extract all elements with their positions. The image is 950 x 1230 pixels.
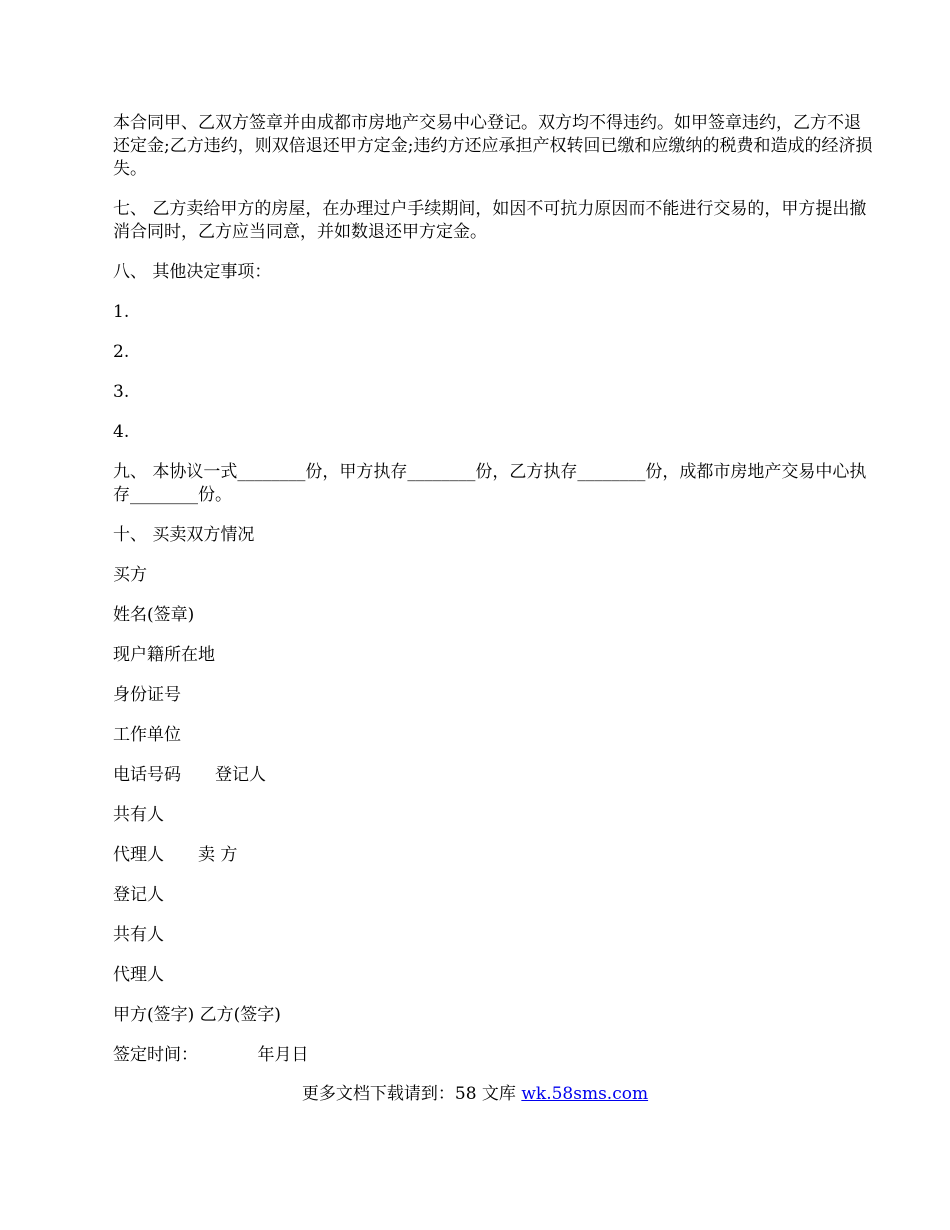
clause-10-heading: 十、 买卖双方情况	[113, 525, 255, 545]
party-line-id-number: 身份证号	[113, 685, 181, 705]
footer-prefix: 更多文档下载请到：58 文库	[301, 1084, 522, 1104]
list-item-2: 2.	[113, 342, 130, 362]
signing-date-line: 签定时间： 年月日	[113, 1045, 309, 1065]
list-item-1: 1.	[113, 302, 130, 322]
party-line-agent-seller: 代理人 卖 方	[113, 845, 238, 865]
document-page	[113, 112, 873, 1084]
party-line-co-owner-2: 共有人	[113, 925, 164, 945]
party-line-phone: 电话号码 登记人	[113, 765, 266, 785]
list-item-3: 3.	[113, 382, 130, 402]
party-line-co-owner: 共有人	[113, 805, 164, 825]
party-line-agent-2: 代理人	[113, 965, 164, 985]
signature-line: 甲方(签字) 乙方(签字)	[113, 1005, 281, 1025]
clause-8-heading: 八、 其他决定事项：	[113, 262, 272, 282]
clause-9: 九、 本协议一式________份，甲方执存________份，乙方执存________份，成都市房地产交易中心执存________份。	[113, 462, 867, 505]
list-item-4: 4.	[113, 422, 130, 442]
party-line-household: 现户籍所在地	[113, 645, 215, 665]
party-line-name: 姓名(签章)	[113, 605, 195, 625]
party-line-employer: 工作单位	[113, 725, 181, 745]
clause-default-penalty: 本合同甲、乙双方签章并由成都市房地产交易中心登记。双方均不得违约。如甲签章违约，乙方不退还定金;乙方违约，则双倍退还甲方定金;违约方还应承担产权转回已缴和应缴纳的税费和造成的经济损失。	[113, 113, 873, 179]
footer-link[interactable]: wk.58sms.com	[521, 1084, 649, 1104]
footer-download-note	[0, 1083, 950, 1106]
clause-7: 七、 乙方卖给甲方的房屋，在办理过户手续期间，如因不可抗力原因而不能进行交易的，甲方提出撤消合同时，乙方应当同意，并如数退还甲方定金。	[113, 199, 867, 242]
party-line-buyer: 买方	[113, 565, 147, 585]
party-line-registrant: 登记人	[113, 885, 164, 905]
